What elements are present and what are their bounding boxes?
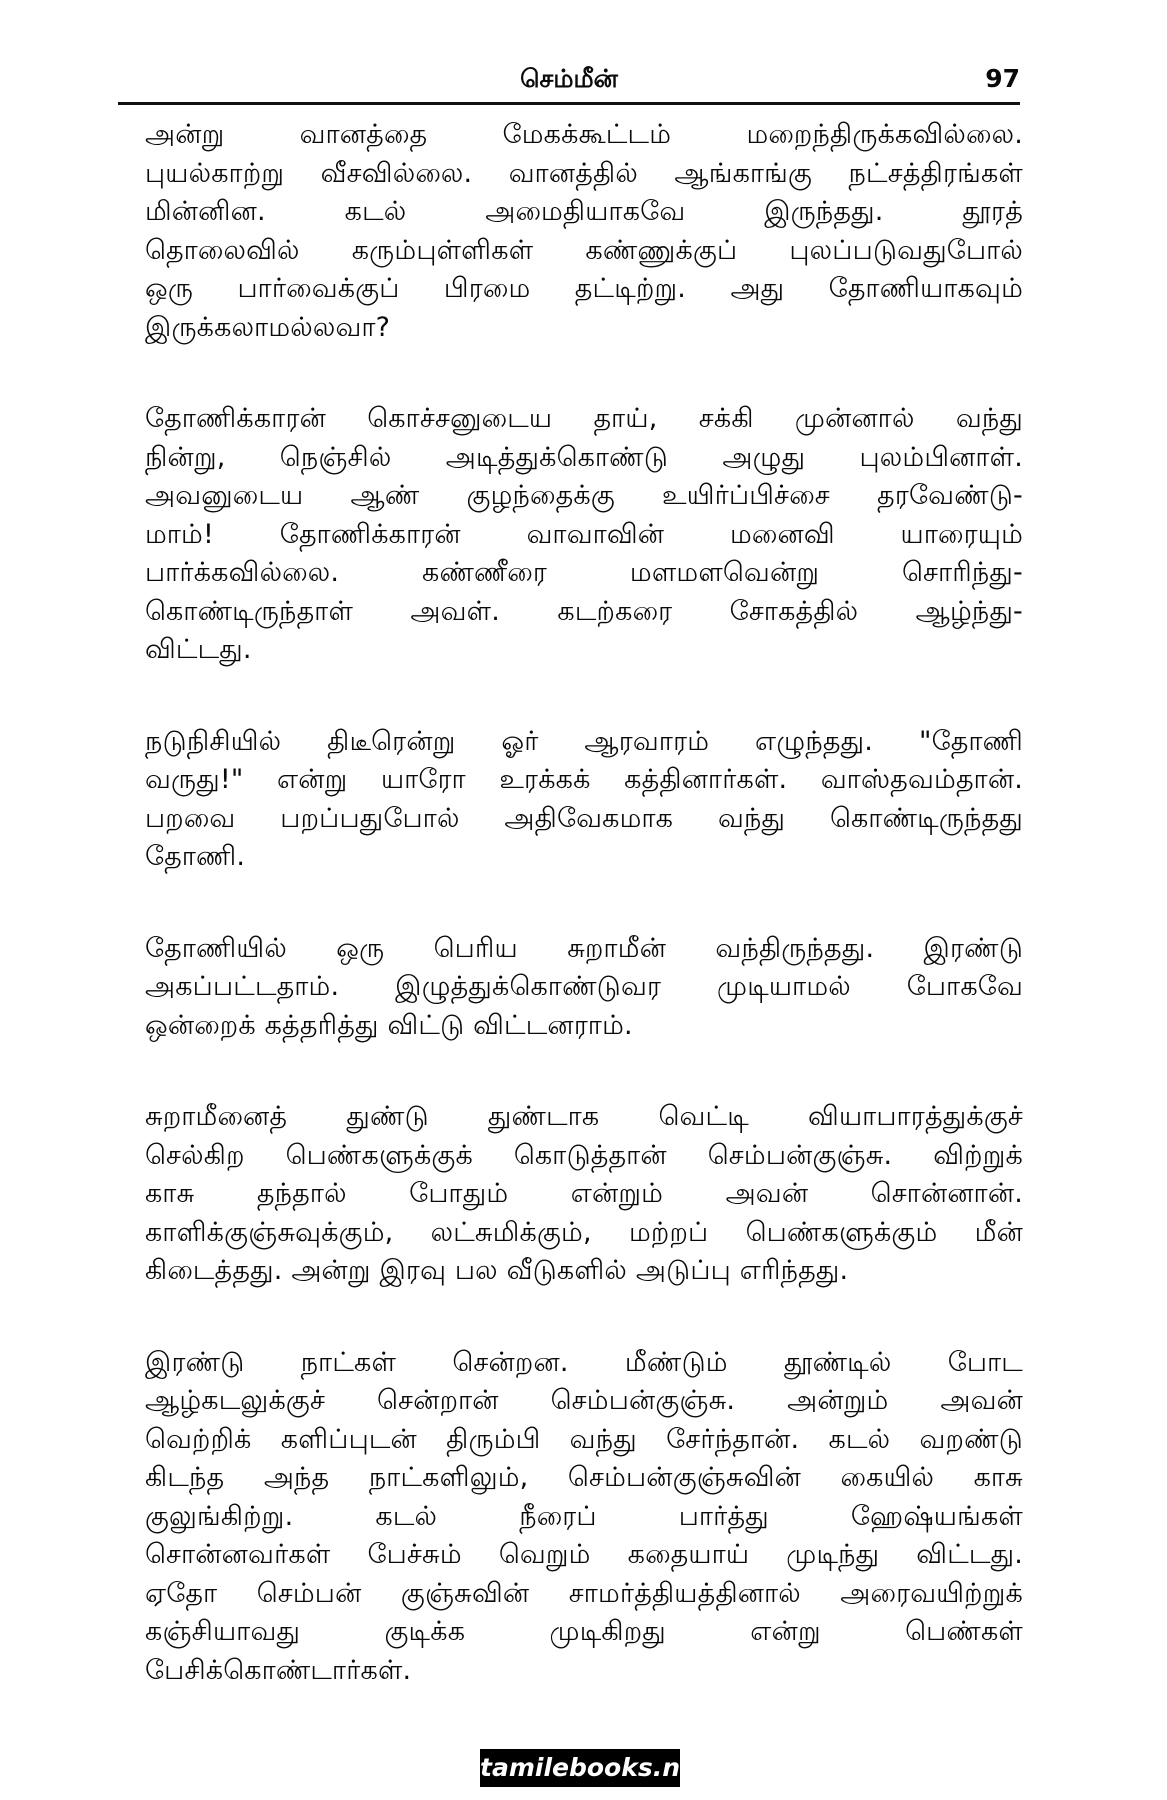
paragraph <box>145 1098 1023 1291</box>
text-line: வெற்றிக் களிப்புடன் திரும்பி வந்து சேர்ந்தான். கடல் வறண்டு <box>145 1423 1023 1455</box>
text-line: செல்கிற பெண்களுக்குக் கொடுத்தான் செம்பன்குஞ்சு. விற்றுக் <box>145 1139 1023 1171</box>
running-title: செம்மீன் <box>520 64 618 93</box>
text-line: கஞ்சியாவது குடிக்க முடிகிறது என்று பெண்கள் <box>145 1616 1023 1647</box>
text-line: நின்று, நெஞ்சில் அடித்துக்கொண்டு அழுது புலம்பினாள். <box>145 441 1023 473</box>
text-line: அகப்பட்டதாம். இழுத்துக்கொண்டுவர முடியாமல் போகவே <box>145 971 1023 1002</box>
text-line: சொன்னவர்கள் பேச்சும் வெறும் கதையாய் முடிந்து விட்டது. <box>145 1539 1023 1570</box>
paragraph <box>145 723 1023 877</box>
text-line: கிடந்த அந்த நாட்களிலும், செம்பன்குஞ்சுவின் கையில் காசு <box>145 1462 1023 1493</box>
text-line: ஏதோ செம்பன் குஞ்சுவின் சாமர்த்தியத்தினால் அரைவயிற்றுக் <box>145 1577 1023 1609</box>
paragraph <box>145 1344 1023 1691</box>
text-line: மின்னின. கடல் அமைதியாகவே இருந்தது. தூரத் <box>145 196 1023 227</box>
paragraph <box>145 930 1023 1046</box>
text-line: அவனுடைய ஆண் குழந்தைக்கு உயிர்ப்பிச்சை தரவேண்டு- <box>145 480 1023 511</box>
text-line: தோணியில் ஒரு பெரிய சுறாமீன் வந்திருந்தது. இரண்டு <box>145 932 1023 964</box>
text-line: வருது!" என்று யாரோ உரக்கக் கத்தினார்கள். வாஸ்தவம்தான். <box>145 764 1023 795</box>
text-line: பறவை பறப்பதுபோல் அதிவேகமாக வந்து கொண்டிருந்தது <box>145 802 1023 834</box>
text-line: பார்க்கவில்லை. கண்ணீரை மளமளவென்று சொரிந்து- <box>145 557 1023 588</box>
text-line: இரண்டு நாட்கள் சென்றன. மீண்டும் தூண்டில் போட <box>145 1346 1023 1378</box>
text-line: மாம்! தோணிக்காரன் வாவாவின் மனைவி யாரையும் <box>145 518 1023 550</box>
text-line: சுறாமீனைத் துண்டு துண்டாக வெட்டி வியாபாரத்துக்குச் <box>145 1101 1023 1132</box>
text-line: ஒரு பார்வைக்குப் பிரமை தட்டிற்று. அது தோணியாகவும் <box>145 273 1023 304</box>
text-line: இருக்கலாமல்லவா? <box>145 311 391 343</box>
text-line: அன்று வானத்தை மேகக்கூட்டம் மறைந்திருக்கவில்லை. <box>145 119 1023 150</box>
text-line: விட்டது. <box>145 634 252 665</box>
text-line: காசு தந்தால் போதும் என்றும் அவன் சொன்னான். <box>145 1178 1023 1209</box>
text-line: நடுநிசியில் திடீரென்று ஓர் ஆரவாரம் எழுந்தது. "தோணி <box>145 725 1023 757</box>
text-line: கொண்டிருந்தாள் அவள். கடற்கரை சோகத்தில் ஆழ்ந்து- <box>145 595 1023 627</box>
text-line: தோணி. <box>145 841 246 872</box>
body-text <box>145 116 1023 1743</box>
page-number: 97 <box>985 64 1020 93</box>
text-line: கிடைத்தது. அன்று இரவு பல வீடுகளில் அடுப்பு எரிந்தது. <box>145 1255 849 1286</box>
text-line: ஒன்றைக் கத்தரித்து விட்டு விட்டனராம். <box>145 1009 633 1041</box>
page-header <box>118 60 1020 105</box>
paragraph <box>145 116 1023 347</box>
paragraph <box>145 400 1023 670</box>
text-line: புயல்காற்று வீசவில்லை. வானத்தில் ஆங்காங்கு நட்சத்திரங்கள் <box>145 157 1023 189</box>
text-line: குலுங்கிற்று. கடல் நீரைப் பார்த்து ஹேஷ்யங்கள் <box>145 1500 1023 1532</box>
text-line: ஆழ்கடலுக்குச் சென்றான் செம்பன்குஞ்சு. அன்றும் அவன் <box>145 1385 1023 1416</box>
text-line: காளிக்குஞ்சுவுக்கும், லட்சுமிக்கும், மற்றப் பெண்களுக்கும் மீன் <box>145 1216 1023 1248</box>
text-line: தொலைவில் கரும்புள்ளிகள் கண்ணுக்குப் புலப்படுவதுபோல் <box>145 234 1023 266</box>
text-line: பேசிக்கொண்டார்கள். <box>145 1654 412 1686</box>
text-line: தோணிக்காரன் கொச்சனுடைய தாய், சக்கி முன்னால் வந்து <box>145 403 1023 434</box>
watermark-label: tamilebooks.net <box>480 1749 680 1787</box>
